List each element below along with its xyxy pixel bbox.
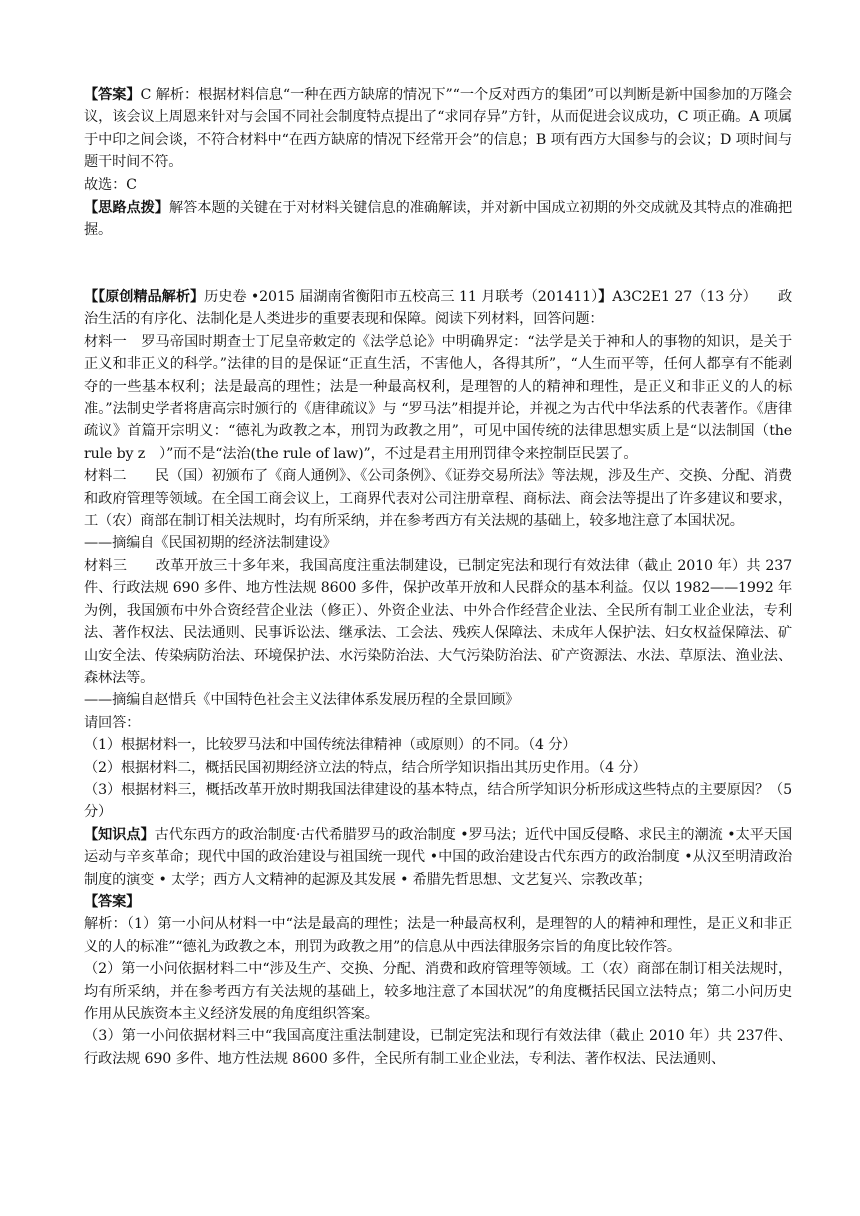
answer-tag: 【答案】 bbox=[84, 87, 141, 103]
analysis-3: （3）第一小问依据材料三中“我国高度注重法制建设，已制定宪法和现行有效法律（截止 2010 年）共 237件、行政法规 690 多件、地方性法规 8600 多件，全民所有制工业企业法，专利法、著作权法、民法通则、 bbox=[84, 1028, 792, 1067]
answer-paragraph bbox=[84, 84, 792, 174]
material-two-source: ——摘编自《民国初期的经济法制建设》 bbox=[84, 535, 337, 552]
analysis-1: 解析：（1）第一小问从材料一中“法是最高的理性；法是一种最高权利，是理智的人的精神和理性，是正义和非正义的人的标准”“德礼为政教之本，刑罚为政教之用”的信息从中西法律服务宗旨的角度比较作答。 bbox=[84, 916, 792, 955]
knowledge-points bbox=[84, 824, 792, 891]
knowledge-tag: 【知识点】 bbox=[84, 826, 155, 843]
tip-tag: 【思路点拨】 bbox=[84, 200, 169, 216]
question-3: （3）根据材料三，概括改革开放时期我国法律建设的基本特点，结合所学知识分析形成这些特点的主要原因？（5 分） bbox=[84, 781, 792, 821]
answer-heading: 【答案】 bbox=[84, 893, 141, 910]
question-2: （2）根据材料二，概括民国初期经济立法的特点，结合所学知识指出其历史作用。（4 分） bbox=[84, 759, 647, 776]
material-two: 材料二 民（国）初颁布了《商人通例》、《公司条例》、《证券交易所法》等法规，涉及生产、交换、分配、消费和政府管理等领域。在全国工商会议上，工商界代表对公司注册章程、商标法、商会法等提出了许多建议和要求，工（农）商部在制订相关法规时，均有所采纳，并在参考西方有关法规的基础上，较多地注意了本国状况。 bbox=[84, 468, 792, 530]
header-tag-close: 】 bbox=[598, 289, 613, 305]
material-one: 材料一 罗马帝国时期查士丁尼皇帝敕定的《法学总论》中明确界定：“法学是关于神和人的事物的知识，是关于正义和非正义的科学。”法律的目的是保证“正直生活，不害他人，各得其所”，“人生而平等，任何人都享有不能剥夺的一些基本权利；法是最高的理性；法是一种最高权利，是理智的人的精神和理性，是正义和非正义的人的标准。”法制史学者将唐高宗时颁行的《唐律疏议》与 “罗马法”相提并论，并视之为古代中华法系的代表著作。《唐律疏议》首篇开宗明义：“德礼为政教之本，刑罚为政教之用”，可见中国传统的法律思想实质上是“以法制国（the rule by z ）”而不是“法治(the rule of law)”，不过是君主用刑罚律令来控制臣民罢了。 bbox=[84, 333, 807, 462]
analysis-2: （2）第一小问依据材料二中“涉及生产、交换、分配、消费和政府管理等领域。工（农）商部在制订相关法规时，均有所采纳，并在参考西方有关法规的基础上，较多地注意了本国状况”的角度概括民国立法特点；第二小问历史作用从民族资本主义经济发展的角度组织答案。 bbox=[84, 961, 792, 1022]
header-tail: A3C2E1 27（13 分） 政治生活的有序化、法制化是人类进步的重要表现和保障。阅读下列材料，回答问题： bbox=[84, 289, 792, 328]
material-three: 材料三 改革开放三十多年来，我国高度注重法制建设，已制定宪法和现行有效法律（截止 2010 年）共 237 件、行政法规 690 多件、地方性法规 8600 多件，保护改革开放和人民群众的基本利益。仅以 1982——1992 年为例，我国颁布中外合资经营企业法（修正）、外资企业法、中外合作经营企业法、全民所有制工业企业法，专利法、著作权法、民法通则、民事诉讼法、继承法、工会法、残疾人保障法、未成年人保护法、妇女权益保障法、矿山安全法、传染病防治法、环境保护法、水污染防治法、大气污染防治法、矿产资源法、水法、草原法、渔业法、森林法等。 bbox=[84, 557, 792, 686]
answer-text: C 解析：根据材料信息“一种在西方缺席的情况下”“一个反对西方的集团”可以判断是新中国参加的万隆会议，该会议上周恩来针对与会国不同社会制度特点提出了“求同存异”方针，从而促进会议成功，C 项正确。A 项属于中印之间会谈，不符合材料中“在西方缺席的情况下经常开会”的信息；B 项有西方大国参与的会议；D 项时间与题干时间不符。 bbox=[84, 87, 792, 171]
question-1: （1）根据材料一，比较罗马法和中国传统法律精神（或原则）的不同。（4 分） bbox=[84, 737, 577, 754]
ask-label: 请回答： bbox=[84, 714, 141, 731]
question-block bbox=[84, 286, 807, 1070]
tip-paragraph bbox=[84, 197, 792, 242]
choice-line: 故选：C bbox=[84, 177, 137, 193]
header-text: 历史卷 •2015 届湖南省衡阳市五校高三 11 月联考（201411） bbox=[204, 289, 599, 305]
knowledge-text: 古代东西方的政治制度·古代希腊罗马的政治制度 •罗马法；近代中国反侵略、求民主的潮流 •太平天国运动与辛亥革命；现代中国的政治建设与祖国统一现代 •中国的政治建设古代东西方的政治制度 •从汉至明清政治制度的演变 • 太学；西方人文精神的起源及其发展 • 希腊先哲思想、文艺复兴、宗教改革； bbox=[84, 826, 792, 888]
tip-text: 解答本题的关键在于对材料关键信息的准确解读，并对新中国成立初期的外交成就及其特点的准确把握。 bbox=[84, 200, 792, 239]
header-tag: 【【原创精品解析】 bbox=[84, 289, 205, 305]
question-header bbox=[84, 286, 792, 331]
material-three-source: ——摘编自赵惜兵《中国特色社会主义法律体系发展历程的全景回顾》 bbox=[84, 692, 520, 709]
